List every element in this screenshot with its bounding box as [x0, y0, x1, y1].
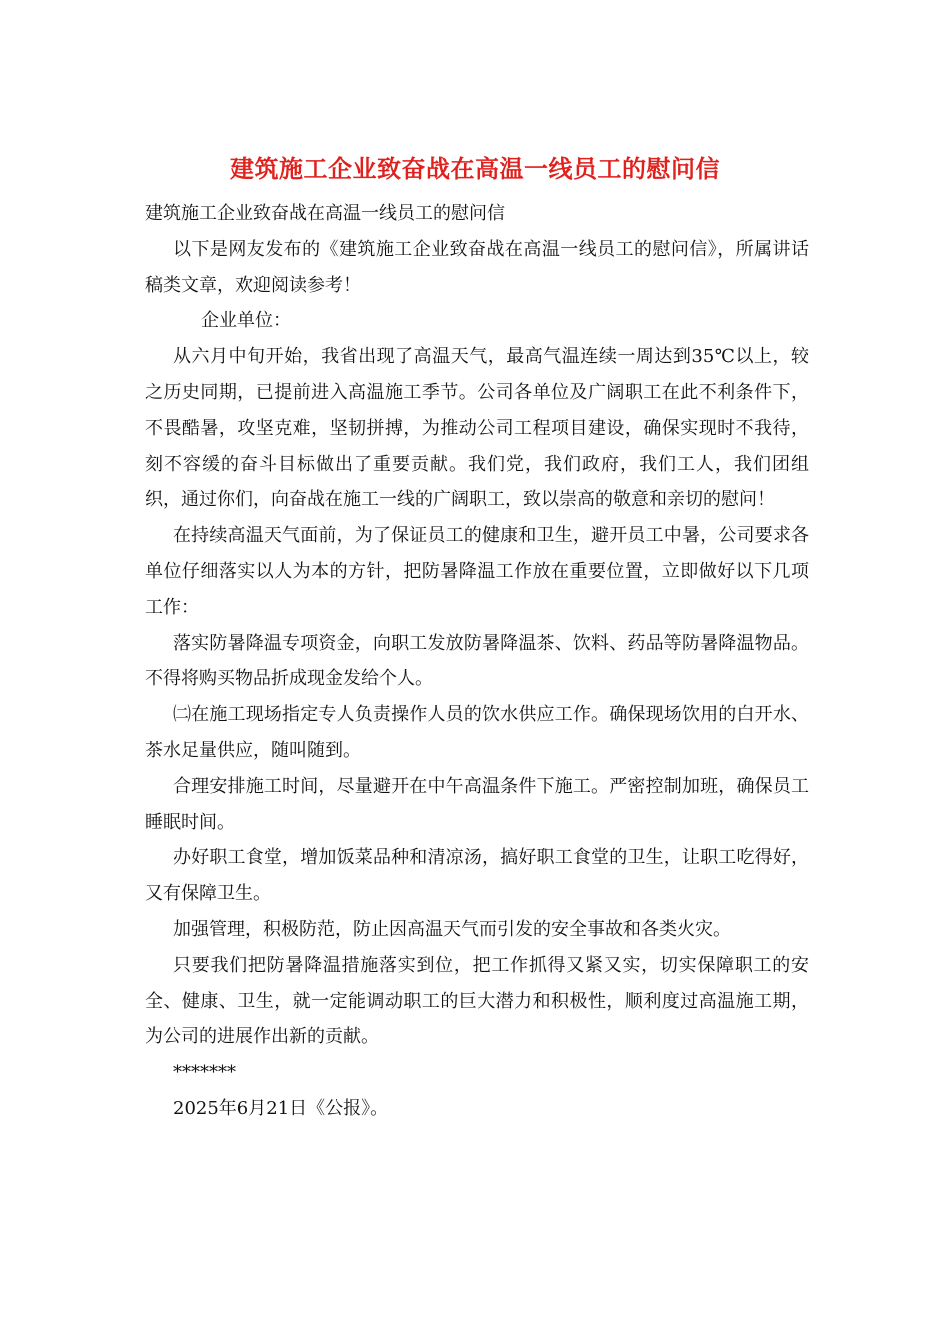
list-item: 落实防暑降温专项资金，向职工发放防暑降温茶、饮料、药品等防暑降温物品。不得将购买物品折成现金发给个人。 [145, 632, 809, 690]
salutation: 企业单位： [201, 310, 291, 332]
list-item: 合理安排施工时间，尽量避开在中午高温条件下施工。严密控制加班，确保员工睡眠时间。 [145, 775, 809, 833]
list-item: 加强管理，积极防范，防止因高温天气而引发的安全事故和各类火灾。 [173, 918, 731, 940]
subtitle-paragraph: 建筑施工企业致奋战在高温一线员工的慰问信 [145, 203, 505, 224]
document-body [145, 196, 809, 1127]
separator-text: ******* [173, 1062, 236, 1084]
list-item: 办好职工食堂，增加饭菜品种和清凉汤，搞好职工食堂的卫生，让职工吃得好，又有保障卫生。 [145, 847, 809, 905]
list-item: ㈡在施工现场指定专人负责操作人员的饮水供应工作。确保现场饮用的白开水、茶水足量供应，随叫随到。 [145, 704, 809, 761]
intro-paragraph: 以下是网友发布的《建筑施工企业致奋战在高温一线员工的慰问信》，所属讲话稿类文章，欢迎阅读参考！ [145, 238, 809, 296]
document-title: 建筑施工企业致奋战在高温一线员工的慰问信 [230, 154, 720, 183]
closing-paragraph: 只要我们把防暑降温措施落实到位，把工作抓得又紧又实，切实保障职工的安全、健康、卫生，就一定能调动职工的巨大潜力和积极性，顺利度过高温施工期，为公司的进展作出新的贡献。 [145, 954, 809, 1048]
date-line: 2025年6月21日《公报》。 [173, 1097, 389, 1119]
body-paragraph: 从六月中旬开始，我省出现了高温天气，最高气温连续一周达到35℃以上，较之历史同期，已提前进入高温施工季节。公司各单位及广阔职工在此不利条件下，不畏酷暑，攻坚克难，坚韧拼搏，为推动公司工程项目建设，确保实现时不我待，刻不容缓的奋斗目标做出了重要贡献。我们党，我们政府，我们工人，我们团组织，通过你们，向奋战在施工一线的广阔职工，致以崇高的敬意和亲切的慰问！ [145, 346, 809, 511]
body-paragraph: 在持续高温天气面前，为了保证员工的健康和卫生，避开员工中暑，公司要求各单位仔细落实以人为本的方针，把防暑降温工作放在重要位置，立即做好以下几项工作： [145, 525, 809, 618]
